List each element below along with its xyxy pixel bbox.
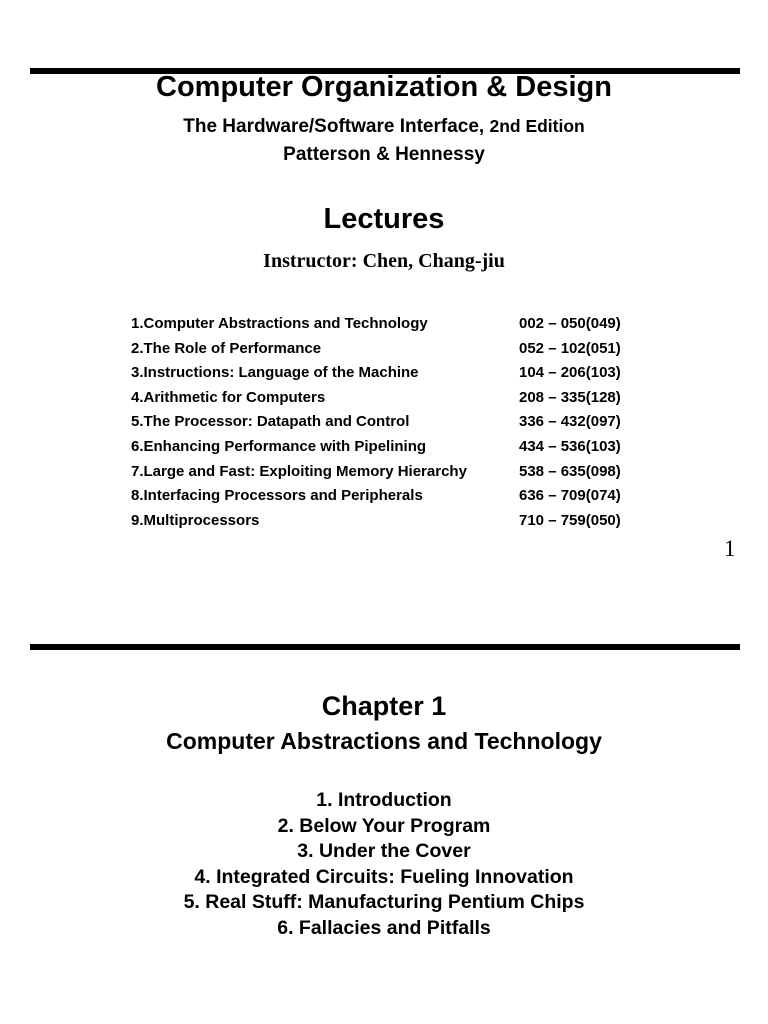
lecture-title: 1.Computer Abstractions and Technology — [131, 315, 428, 332]
lecture-row — [131, 411, 651, 436]
section-item: 2. Below Your Program — [277, 814, 491, 837]
lecture-title: 6.Enhancing Performance with Pipelining — [131, 437, 427, 455]
section-item: 5. Real Stuff: Manufacturing Pentium Chips — [183, 891, 585, 913]
lecture-pages: 434 – 536(103) — [519, 437, 621, 455]
lecture-title: 9.Multiprocessors — [131, 511, 260, 529]
lecture-row — [131, 362, 651, 387]
lecture-pages: 002 – 050(049) — [519, 315, 621, 332]
lecture-row — [131, 461, 651, 486]
instructor-line: Instructor: Chen, Chang-jiu — [263, 250, 505, 272]
lecture-title: 3.Instructions: Language of the Machine — [131, 364, 419, 382]
section-item: 6. Fallacies and Pitfalls — [277, 916, 491, 939]
lecture-pages: 052 – 102(051) — [519, 339, 621, 357]
lecture-pages: 538 – 635(098) — [519, 462, 621, 480]
lecture-pages: 336 – 432(097) — [519, 413, 621, 431]
book-title: Computer Organization & Design — [156, 71, 612, 103]
lecture-title: 7.Large and Fast: Exploiting Memory Hierarchy — [131, 462, 467, 480]
lecture-row — [131, 485, 651, 510]
lecture-row — [131, 436, 651, 461]
lecture-pages: 104 – 206(103) — [519, 364, 621, 382]
section-item: 4. Integrated Circuits: Fueling Innovation — [194, 865, 574, 888]
lecture-pages: 208 – 335(128) — [519, 388, 621, 406]
lecture-title: 5.The Processor: Datapath and Control — [131, 413, 410, 431]
middle-divider — [30, 644, 740, 650]
subtitle-edition: 2nd Edition — [489, 116, 585, 136]
page-number: 1 — [724, 536, 736, 561]
lecture-row — [131, 510, 651, 535]
book-subtitle — [0, 116, 768, 138]
section-item: 3. Under the Cover — [297, 840, 471, 862]
lectures-heading: Lectures — [323, 203, 445, 235]
lecture-title: 8.Interfacing Processors and Peripherals — [131, 487, 423, 505]
lecture-pages: 636 – 709(074) — [519, 487, 621, 505]
lecture-row — [131, 313, 651, 338]
lecture-row — [131, 338, 651, 363]
lecture-title: 2.The Role of Performance — [131, 339, 322, 357]
chapter-heading: Chapter 1 — [321, 691, 447, 721]
lecture-row — [131, 387, 651, 412]
section-item: 1. Introduction — [316, 789, 452, 811]
subtitle-main: The Hardware/Software Interface, — [183, 116, 490, 137]
book-authors: Patterson & Hennessy — [283, 144, 485, 165]
chapter-sections — [0, 788, 768, 941]
lecture-list — [131, 313, 651, 534]
chapter-title: Computer Abstractions and Technology — [166, 728, 602, 754]
lecture-title: 4.Arithmetic for Computers — [131, 388, 326, 406]
lecture-pages: 710 – 759(050) — [519, 511, 621, 529]
